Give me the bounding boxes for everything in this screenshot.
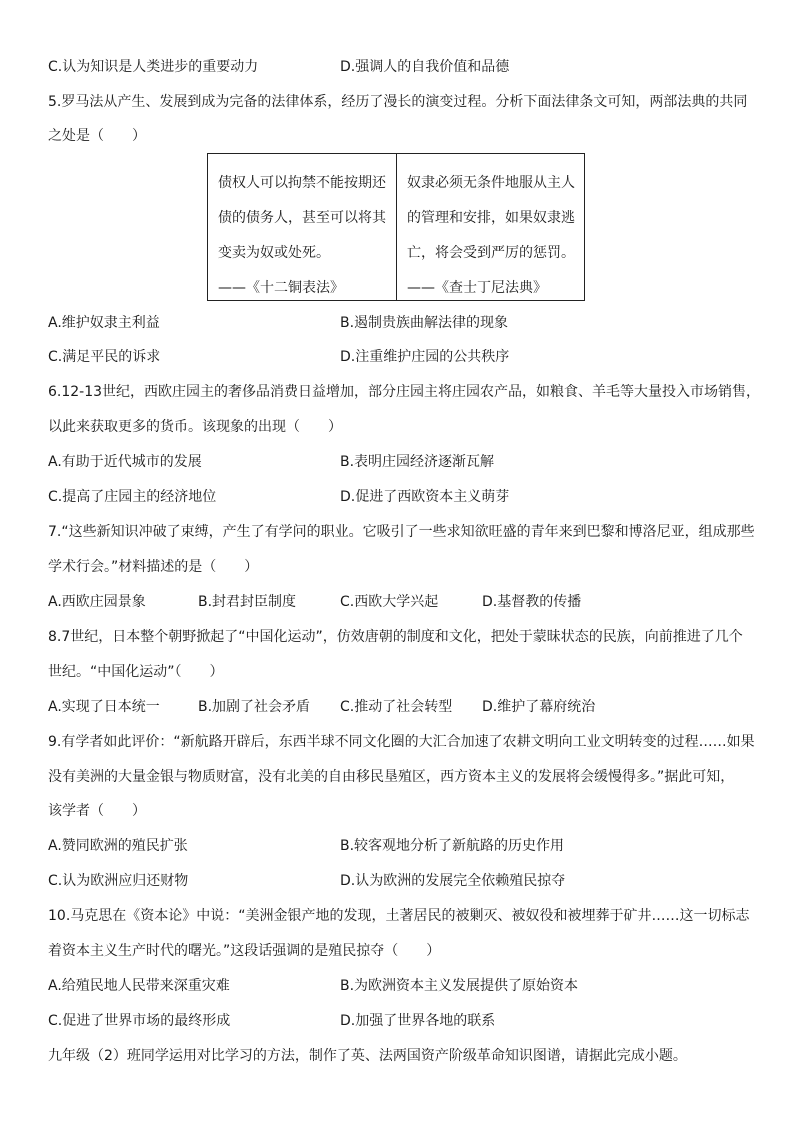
q10-option-a: A.给殖民地人民带来深重灾难 xyxy=(48,978,230,994)
q5-stem-line2: 之处是（ ） xyxy=(48,128,146,144)
q7-stem-line1: 7.“这些新知识冲破了束缚，产生了有学问的职业。它吸引了一些求知欲旺盛的青年来到巴黎和博洛尼亚，组成那些 xyxy=(48,524,755,540)
law-text-line: 奴隶必须无条件地服从主人 xyxy=(407,175,575,191)
q5-option-b: B.遏制贵族曲解法律的现象 xyxy=(340,315,509,331)
law-text-line: 债权人可以拘禁不能按期还 xyxy=(218,175,386,191)
q10-stem-line2: 着资本主义生产时代的曙光。”这段话强调的是殖民掠夺（ ） xyxy=(48,943,441,959)
q9-option-a: A.赞同欧洲的殖民扩张 xyxy=(48,838,188,854)
q10-option-d: D.加强了世界各地的联系 xyxy=(340,1013,496,1029)
q8-option-c: C.推动了社会转型 xyxy=(340,699,453,715)
q9-stem-line3: 该学者（ ） xyxy=(48,803,146,819)
q7-option-a: A.西欧庄园景象 xyxy=(48,594,146,610)
q5-option-c: C.满足平民的诉求 xyxy=(48,349,161,365)
q8-option-b: B.加剧了社会矛盾 xyxy=(198,699,311,715)
law-source: ——《查士丁尼法典》 xyxy=(407,280,547,296)
law-cell-twelve-tables xyxy=(208,154,396,300)
q9-option-d: D.认为欧洲的发展完全依赖殖民掠夺 xyxy=(340,873,566,889)
q7-option-d: D.基督教的传播 xyxy=(482,594,582,610)
option-d: D.强调人的自我价值和品德 xyxy=(340,59,510,75)
q7-option-c: C.西欧大学兴起 xyxy=(340,594,439,610)
q9-option-c: C.认为欧洲应归还财物 xyxy=(48,873,189,889)
q5-option-a: A.维护奴隶主利益 xyxy=(48,315,160,331)
q7-option-b: B.封君封臣制度 xyxy=(198,594,297,610)
q5-stem-line1: 5.罗马法从产生、发展到成为完备的法律体系，经历了漫长的演变过程。分析下面法律条文可知，两部法典的共同 xyxy=(48,94,748,110)
q9-option-b: B.较客观地分析了新航路的历史作用 xyxy=(340,838,565,854)
q10-option-c: C.促进了世界市场的最终形成 xyxy=(48,1013,231,1029)
law-source: ——《十二铜表法》 xyxy=(218,280,344,296)
law-text-line: 的管理和安排，如果奴隶逃 xyxy=(407,210,575,226)
q6-option-d: D.促进了西欧资本主义萌芽 xyxy=(340,489,510,505)
q5-option-d: D.注重维护庄园的公共秩序 xyxy=(340,349,510,365)
q10-stem-line1: 10.马克思在《资本论》中说：“美洲金银产地的发现，土著居民的被剿灭、被奴役和被埋葬于矿井……这一切标志 xyxy=(48,908,750,924)
q5-law-table xyxy=(207,153,585,301)
q6-option-c: C.提高了庄园主的经济地位 xyxy=(48,489,217,505)
law-text-line: 亡，将会受到严厉的惩罚。 xyxy=(407,245,575,261)
q6-option-b: B.表明庄园经济逐渐瓦解 xyxy=(340,454,495,470)
law-text-line: 债的债务人，甚至可以将其 xyxy=(218,210,386,226)
q6-option-a: A.有助于近代城市的发展 xyxy=(48,454,202,470)
law-text-line: 变卖为奴或处死。 xyxy=(218,245,330,261)
q8-stem-line1: 8.7世纪，日本整个朝野掀起了“中国化运动”，仿效唐朝的制度和文化，把处于蒙昧状态的民族，向前推进了几个 xyxy=(48,629,743,645)
option-c: C.认为知识是人类进步的重要动力 xyxy=(48,59,259,75)
q7-stem-line2: 学术行会。”材料描述的是（ ） xyxy=(48,559,259,575)
law-cell-justinian-code xyxy=(396,154,584,300)
q8-option-d: D.维护了幕府统治 xyxy=(482,699,596,715)
q6-stem-line1: 6.12-13世纪，西欧庄园主的奢侈品消费日益增加，部分庄园主将庄园农产品，如粮食、羊毛等大量投入市场销售， xyxy=(48,384,761,400)
section-instruction: 九年级（2）班同学运用对比学习的方法，制作了英、法两国资产阶级革命知识图谱，请据此完成小题。 xyxy=(48,1048,687,1064)
q9-stem-line1: 9.有学者如此评价：“新航路开辟后，东西半球不同文化圈的大汇合加速了农耕文明向工业文明转变的过程……如果 xyxy=(48,734,755,750)
q9-stem-line2: 没有美洲的大量金银与物质财富，没有北美的自由移民垦殖区，西方资本主义的发展将会缓慢得多。”据此可知， xyxy=(48,769,735,785)
q8-stem-line2: 世纪。“中国化运动”（ ） xyxy=(48,664,224,680)
q10-option-b: B.为欧洲资本主义发展提供了原始资本 xyxy=(340,978,579,994)
q8-option-a: A.实现了日本统一 xyxy=(48,699,160,715)
q6-stem-line2: 以此来获取更多的货币。该现象的出现（ ） xyxy=(48,419,342,435)
